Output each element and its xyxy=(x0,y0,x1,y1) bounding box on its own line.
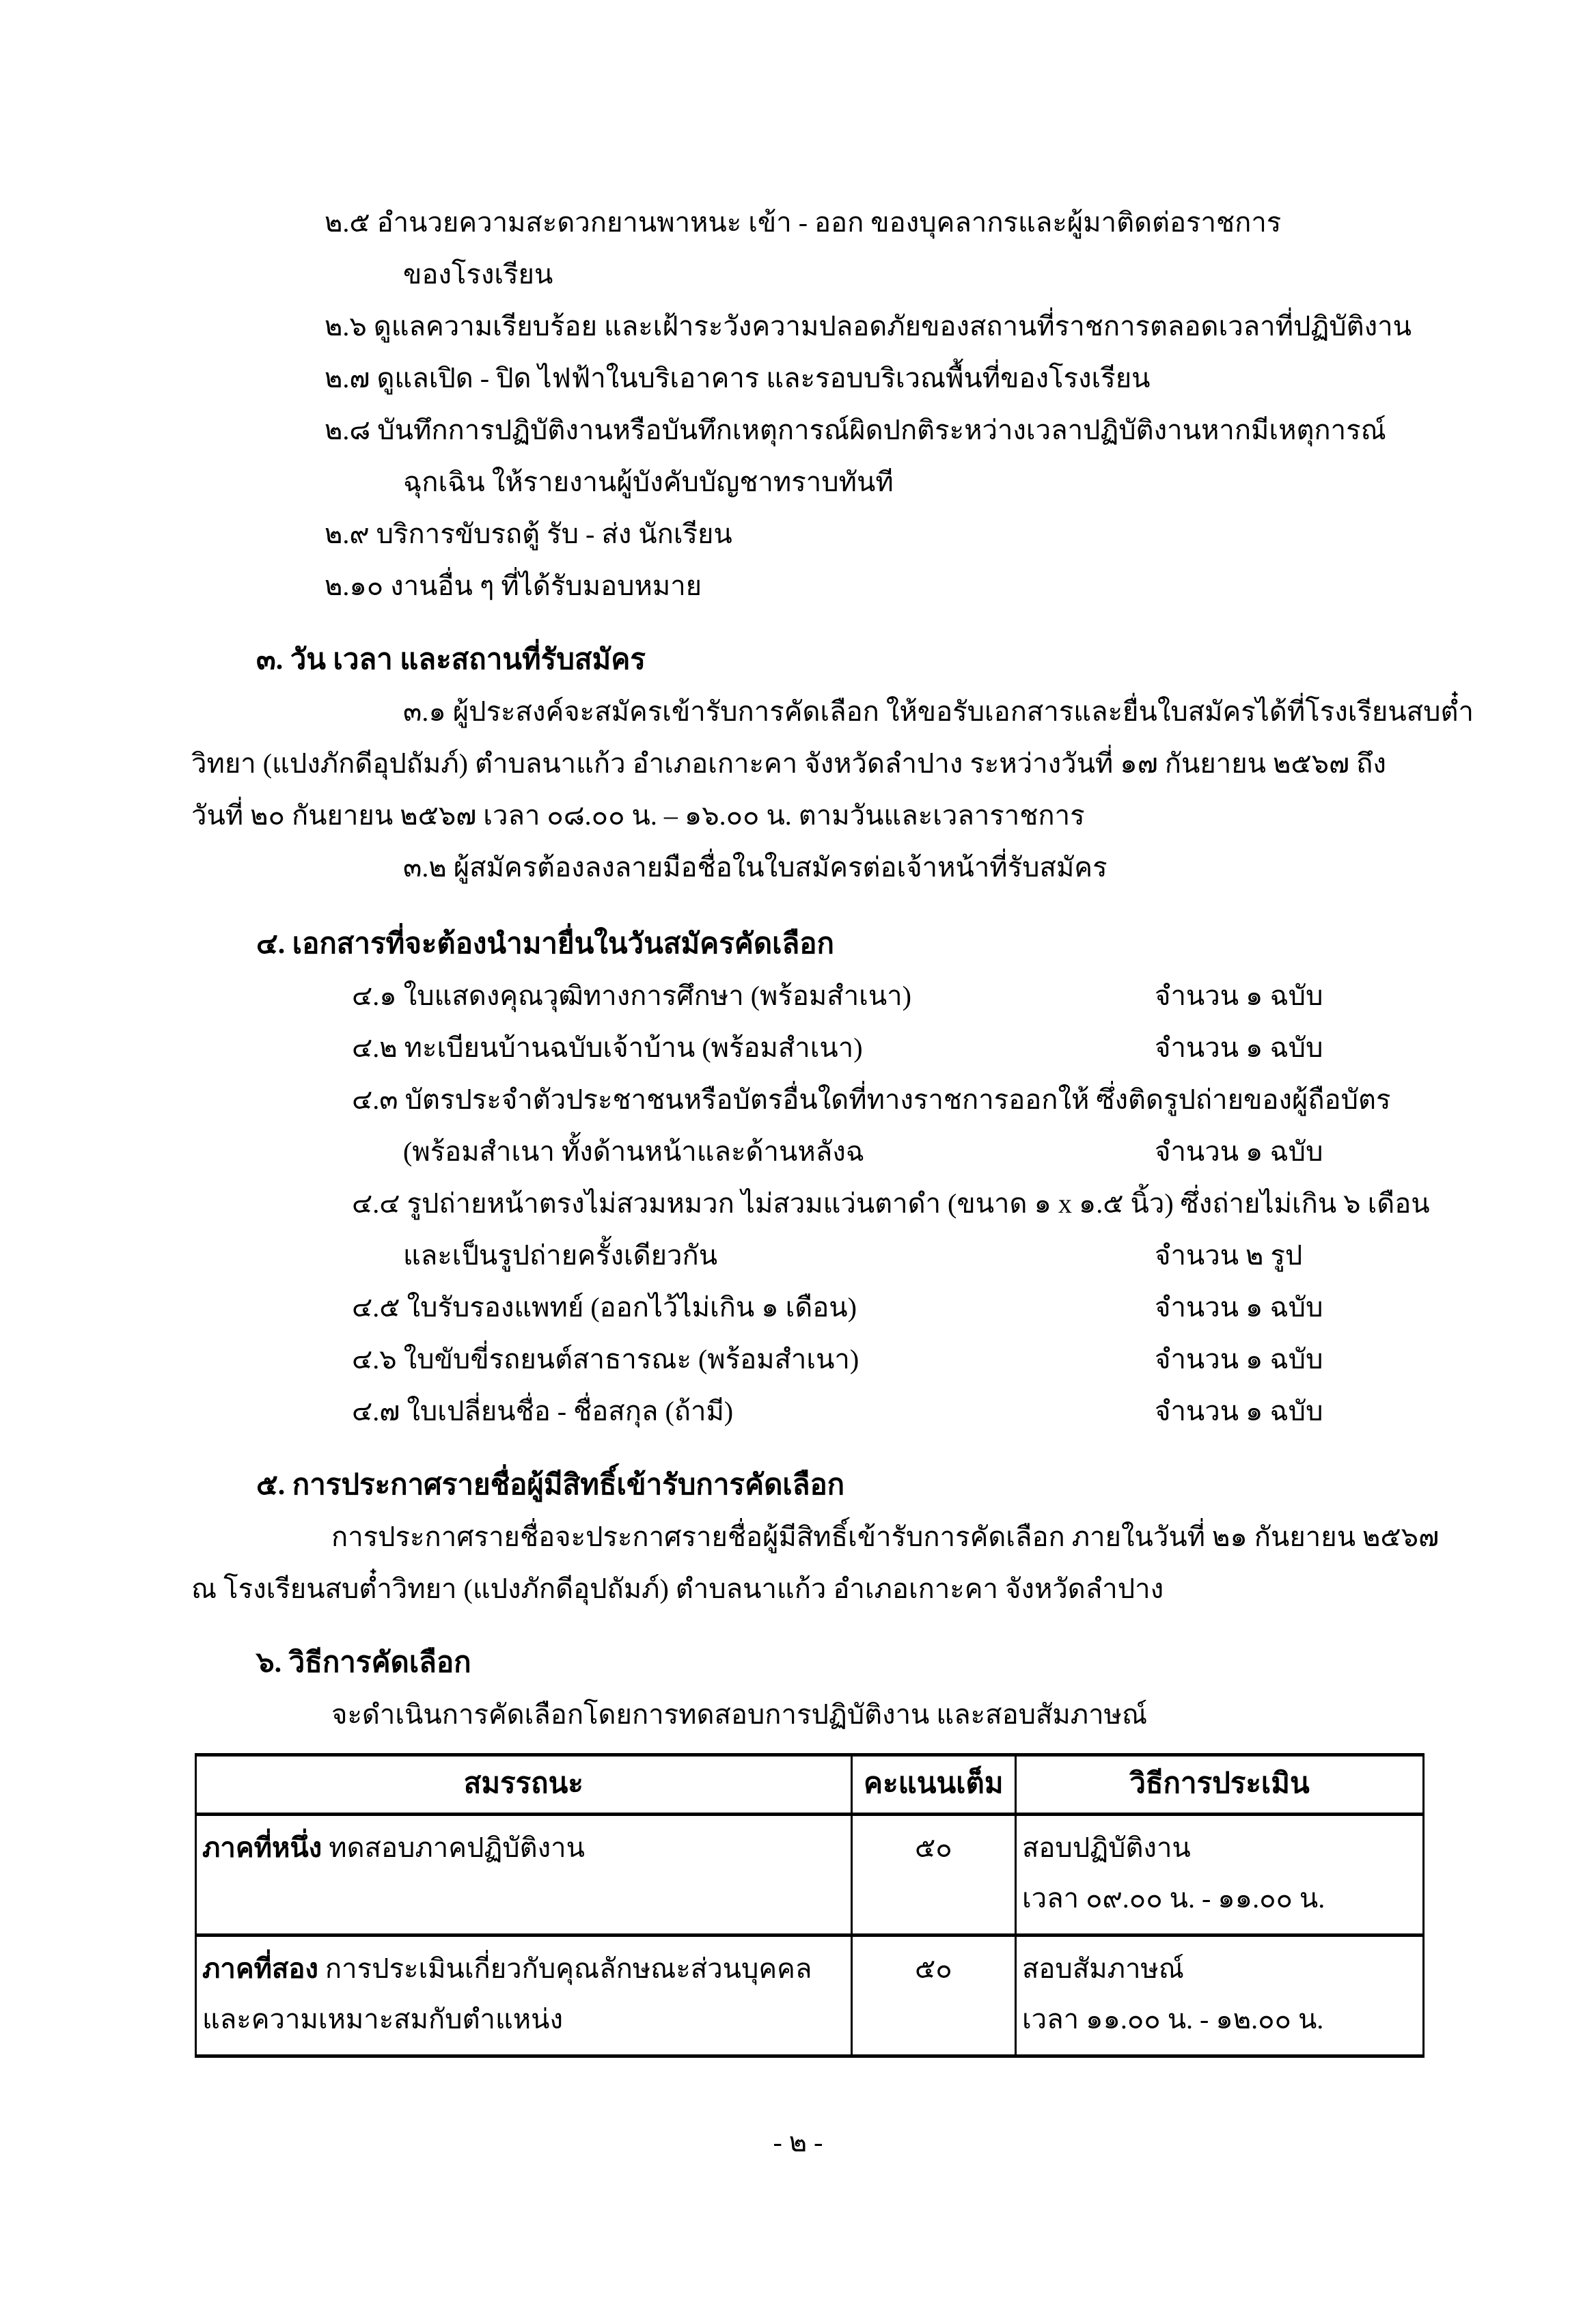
part-two-desc: การประเมินเกี่ยวกับคุณลักษณะส่วนบุคคล xyxy=(325,1953,812,1984)
item-4-6-text: ๔.๖ ใบขับขี่รถยนต์สาธารณะ (พร้อมสำเนา) xyxy=(352,1344,859,1375)
table-row-part-two xyxy=(196,1936,1424,2056)
part-two-score: ๕๐ xyxy=(851,1936,1015,2056)
item-4-7-qty: จำนวน ๑ ฉบับ xyxy=(1155,1396,1323,1427)
item-2-5-cont: ของโรงเรียน xyxy=(403,259,553,290)
item-2-9: ๒.๙ บริการขับรถตู้ รับ - ส่ง นักเรียน xyxy=(325,519,732,549)
item-2-8-cont: ฉุกเฉิน ให้รายงานผู้บังคับบัญชาทราบทันที xyxy=(403,467,894,497)
part-two-method-time: เวลา ๑๑.๐๐ น. - ๑๒.๐๐ น. xyxy=(1021,2004,1324,2035)
part-two-method xyxy=(1015,1936,1423,2056)
part-one-score: ๕๐ xyxy=(851,1815,1015,1936)
item-4-1 xyxy=(191,970,1425,1022)
item-4-7-text: ๔.๗ ใบเปลี่ยนชื่อ - ชื่อสกุล (ถ้ามี) xyxy=(352,1396,734,1427)
para-5-line2: ณ โรงเรียนสบต๋ำวิทยา (แปงภักดีอุปถัมภ์) ตำบลนาแก้ว อำเภอเกาะคา จังหวัดลำปาง xyxy=(191,1573,1164,1604)
part-one-competency xyxy=(196,1815,852,1936)
item-4-6 xyxy=(191,1334,1425,1386)
para-6-line1: จะดำเนินการคัดเลือกโดยการทดสอบการปฏิบัติงาน และสอบสัมภาษณ์ xyxy=(331,1699,1148,1730)
item-2-6: ๒.๖ ดูแลความเรียบร้อย และเฝ้าระวังความปลอดภัยของสถานที่ราชการตลอดเวลาที่ปฏิบัติงาน xyxy=(325,311,1412,342)
item-2-7: ๒.๗ ดูแลเปิด - ปิด ไฟฟ้าในบริเอาคาร และรอบบริเวณพื้นที่ของโรงเรียน xyxy=(325,363,1151,394)
item-2-8: ๒.๘ บันทึกการปฏิบัติงานหรือบันทึกเหตุการณ์ผิดปกติระหว่างเวลาปฏิบัติงานหากมีเหตุการณ์ xyxy=(325,415,1386,445)
part-two-lead: ภาคที่สอง xyxy=(202,1953,318,1984)
item-4-4-qty: จำนวน ๒ รูป xyxy=(1155,1240,1303,1271)
item-4-4 xyxy=(191,1178,1430,1230)
part-one-method xyxy=(1015,1815,1423,1936)
evaluation-table xyxy=(195,1753,1425,2058)
para-3-1-line3: วันที่ ๒๐ กันยายน ๒๕๖๗ เวลา ๐๘.๐๐ น. – ๑๖.๐๐ น. ตามวันและเวลาราชการ xyxy=(191,800,1085,831)
item-2-5: ๒.๕ อำนวยความสะดวกยานพาหนะ เข้า - ออก ของบุคลากรและผู้มาติดต่อราชการ xyxy=(325,207,1282,238)
item-4-3-qty: จำนวน ๑ ฉบับ xyxy=(1155,1136,1323,1167)
page-number: - ๒ - xyxy=(773,2127,823,2158)
item-4-4-text: ๔.๔ รูปถ่ายหน้าตรงไม่สวมหมวก ไม่สวมแว่นตาดำ (ขนาด ๑ x ๑.๕ นิ้ว) ซึ่งถ่ายไม่เกิน ๖ เดือน xyxy=(352,1188,1430,1219)
evaluation-table-header-row xyxy=(196,1755,1424,1815)
item-4-6-qty: จำนวน ๑ ฉบับ xyxy=(1155,1344,1323,1375)
para-3-2: ๓.๒ ผู้สมัครต้องลงลายมือชื่อในใบสมัครต่อเจ้าหน้าที่รับสมัคร xyxy=(403,852,1107,883)
section-3-title: ๓. วัน เวลา และสถานที่รับสมัคร xyxy=(256,644,646,676)
item-4-7 xyxy=(191,1386,1425,1437)
item-4-2-qty: จำนวน ๑ ฉบับ xyxy=(1155,1032,1323,1063)
section-5-title: ๕. การประกาศรายชื่อผู้มีสิทธิ์เข้ารับการคัดเลือก xyxy=(256,1470,845,1501)
header-competency: สมรรถนะ xyxy=(196,1755,852,1815)
item-4-5 xyxy=(191,1282,1425,1334)
part-one-method-name: สอบปฏิบัติงาน xyxy=(1021,1832,1191,1863)
item-4-5-qty: จำนวน ๑ ฉบับ xyxy=(1155,1292,1323,1323)
item-4-3-cont xyxy=(191,1126,1425,1178)
part-two-method-name: สอบสัมภาษณ์ xyxy=(1021,1953,1184,1984)
item-4-2-text: ๔.๒ ทะเบียนบ้านฉบับเจ้าบ้าน (พร้อมสำเนา) xyxy=(352,1032,863,1063)
item-4-3-text: ๔.๓ บัตรประจำตัวประชาชนหรือบัตรอื่นใดที่ทางราชการออกให้ ซึ่งติดรูปถ่ายของผู้ถือบัตร xyxy=(352,1084,1391,1115)
document-body xyxy=(191,197,1474,2058)
item-4-5-text: ๔.๕ ใบรับรองแพทย์ (ออกไว้ไม่เกิน ๑ เดือน) xyxy=(352,1292,857,1323)
section-4-title: ๔. เอกสารที่จะต้องนำมายื่นในวันสมัครคัดเลือก xyxy=(256,928,834,960)
item-4-1-text: ๔.๑ ใบแสดงคุณวุฒิทางการศึกษา (พร้อมสำเนา) xyxy=(352,980,911,1011)
item-4-1-qty: จำนวน ๑ ฉบับ xyxy=(1155,980,1323,1011)
section-6-title: ๖. วิธีการคัดเลือก xyxy=(256,1647,471,1679)
part-one-method-time: เวลา ๐๙.๐๐ น. - ๑๑.๐๐ น. xyxy=(1021,1883,1325,1914)
part-one-lead: ภาคที่หนึ่ง xyxy=(202,1832,322,1863)
item-4-2 xyxy=(191,1022,1425,1074)
item-4-3 xyxy=(191,1074,1425,1126)
header-full-score: คะแนนเต็ม xyxy=(851,1755,1015,1815)
part-two-competency xyxy=(196,1936,852,2056)
item-4-3-cont-text: (พร้อมสำเนา ทั้งด้านหน้าและด้านหลังฉ xyxy=(403,1136,864,1167)
part-one-desc: ทดสอบภาคปฏิบัติงาน xyxy=(329,1832,585,1863)
para-3-1-line2: วิทยา (แปงภักดีอุปถัมภ์) ตำบลนาแก้ว อำเภอเกาะคา จังหวัดลำปาง ระหว่างวันที่ ๑๗ กันยายน ๒๕๖๗ ถึง xyxy=(191,748,1386,779)
item-4-4-cont xyxy=(191,1230,1425,1282)
item-4-4-cont-text: และเป็นรูปถ่ายครั้งเดียวกัน xyxy=(403,1240,718,1271)
table-row-part-one xyxy=(196,1815,1424,1936)
para-3-1-line1: ๓.๑ ผู้ประสงค์จะสมัครเข้ารับการคัดเลือก ให้ขอรับเอกสารและยื่นใบสมัครได้ที่โรงเรียนสบต๋ำ xyxy=(403,696,1474,727)
para-5-line1: การประกาศรายชื่อจะประกาศรายชื่อผู้มีสิทธิ์เข้ารับการคัดเลือก ภายในวันที่ ๒๑ กันยายน ๒๕๖๗ xyxy=(331,1521,1440,1552)
item-2-10: ๒.๑๐ งานอื่น ๆ ที่ได้รับมอบหมาย xyxy=(325,570,702,601)
part-two-desc2: และความเหมาะสมกับตำแหน่ง xyxy=(202,2004,564,2035)
header-method: วิธีการประเมิน xyxy=(1015,1755,1423,1815)
